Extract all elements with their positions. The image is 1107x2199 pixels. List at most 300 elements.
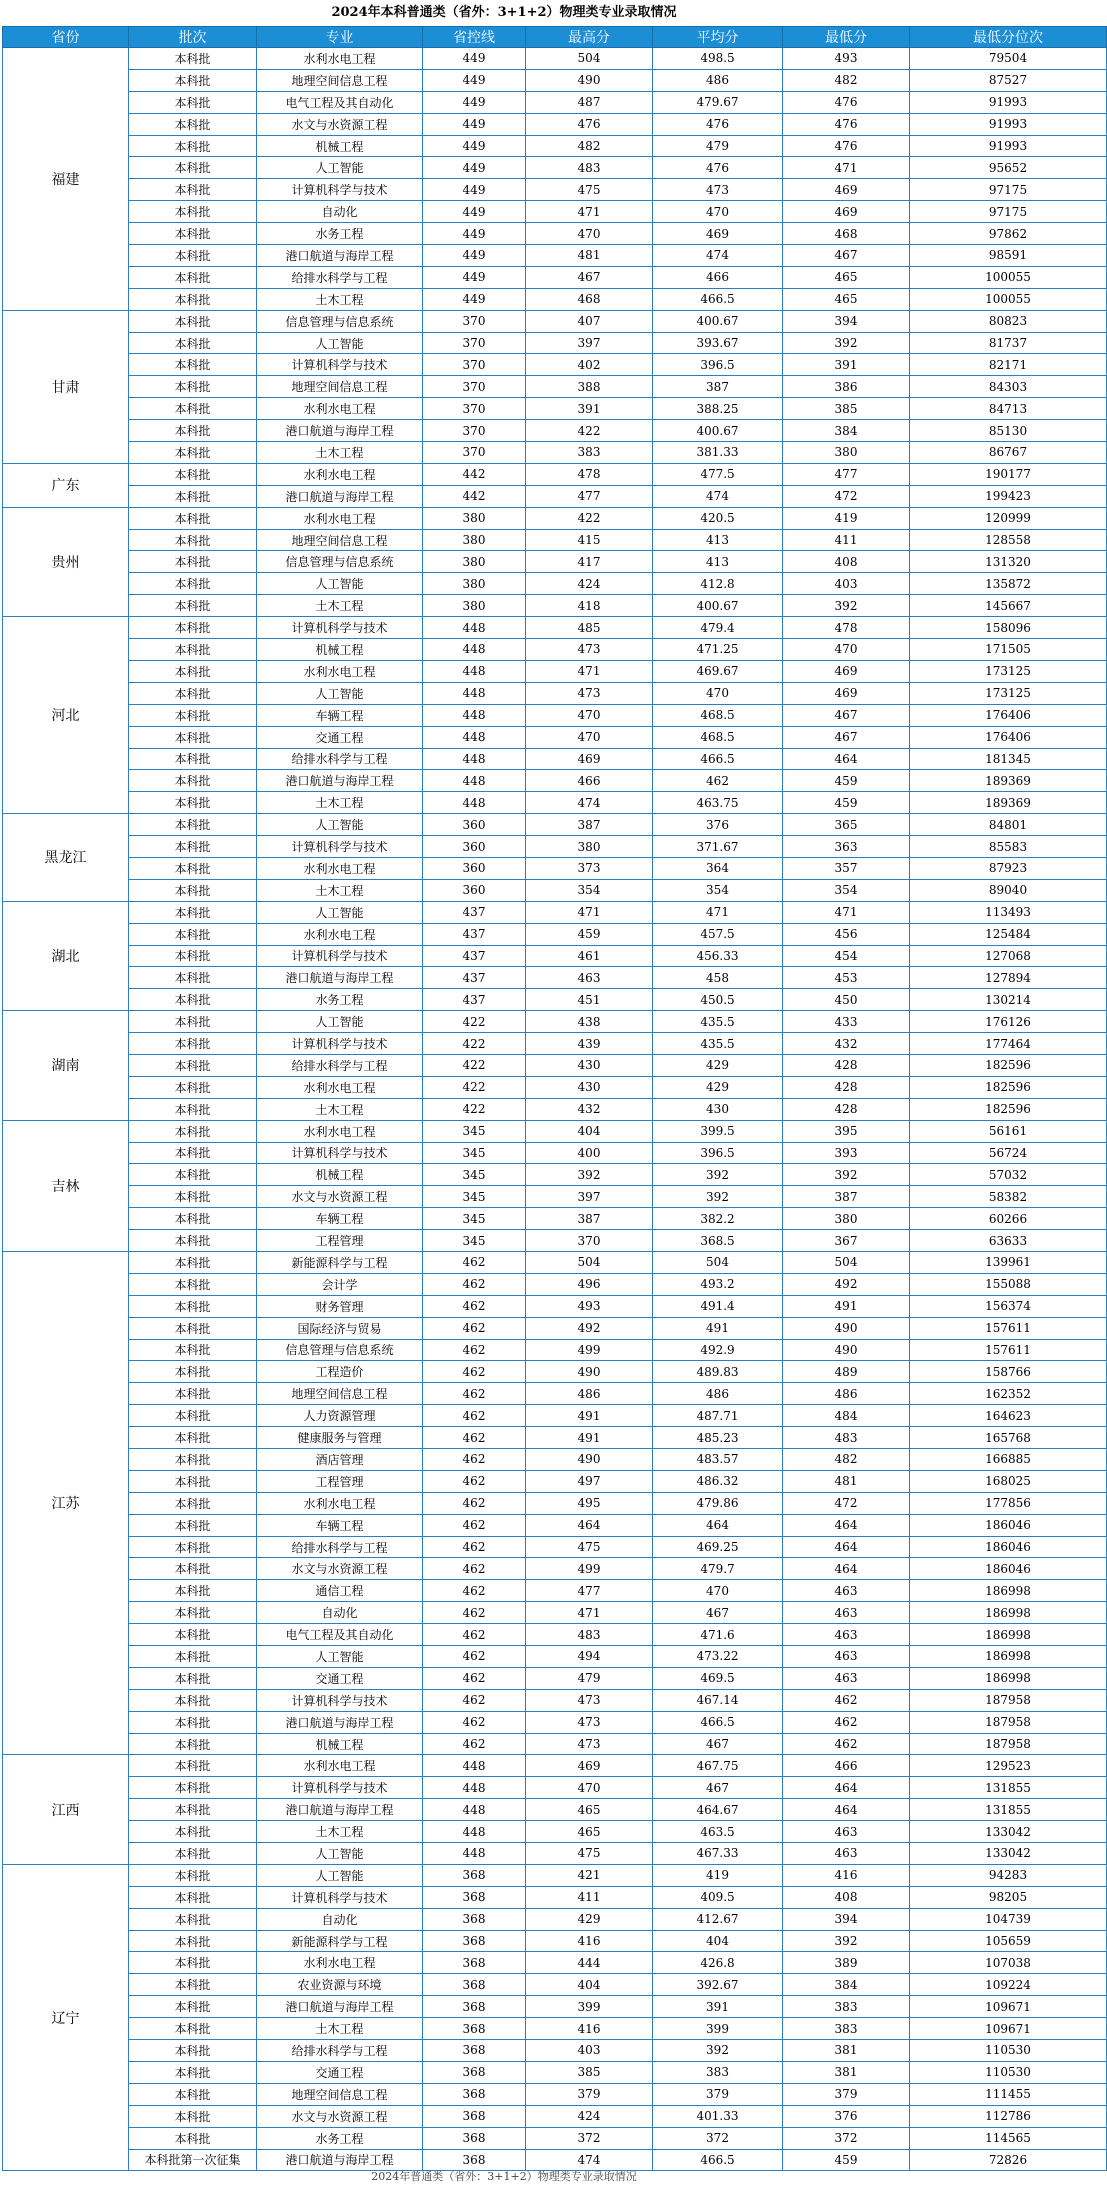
avg-score-cell: 468.5 bbox=[653, 726, 783, 748]
max-score-cell: 490 bbox=[526, 69, 653, 91]
min-score-cell: 384 bbox=[783, 1974, 910, 1996]
min-score-cell: 363 bbox=[783, 836, 910, 858]
control-line-cell: 449 bbox=[423, 179, 526, 201]
max-score-cell: 373 bbox=[526, 857, 653, 879]
avg-score-cell: 467.75 bbox=[653, 1755, 783, 1777]
major-cell: 土木工程 bbox=[257, 1098, 423, 1120]
batch-cell: 本科批 bbox=[129, 1120, 257, 1142]
min-rank-cell: 87923 bbox=[910, 857, 1107, 879]
max-score-cell: 473 bbox=[526, 639, 653, 661]
min-score-cell: 467 bbox=[783, 245, 910, 267]
min-rank-cell: 63633 bbox=[910, 1230, 1107, 1252]
batch-cell: 本科批 bbox=[129, 1952, 257, 1974]
table-row bbox=[3, 967, 1107, 989]
table-row bbox=[3, 485, 1107, 507]
control-line-cell: 448 bbox=[423, 704, 526, 726]
batch-cell: 本科批 bbox=[129, 1449, 257, 1471]
major-cell: 水务工程 bbox=[257, 2127, 423, 2149]
control-line-cell: 368 bbox=[423, 2149, 526, 2171]
max-score-cell: 504 bbox=[526, 1251, 653, 1273]
min-rank-cell: 182596 bbox=[910, 1054, 1107, 1076]
avg-score-cell: 396.5 bbox=[653, 354, 783, 376]
province-cell: 广东 bbox=[3, 463, 129, 507]
table-row bbox=[3, 682, 1107, 704]
min-rank-cell: 187958 bbox=[910, 1689, 1107, 1711]
avg-score-cell: 473.22 bbox=[653, 1646, 783, 1668]
avg-score-cell: 466.5 bbox=[653, 748, 783, 770]
max-score-cell: 467 bbox=[526, 266, 653, 288]
min-rank-cell: 176406 bbox=[910, 704, 1107, 726]
avg-score-cell: 435.5 bbox=[653, 1011, 783, 1033]
table-row bbox=[3, 2018, 1107, 2040]
major-cell: 土木工程 bbox=[257, 595, 423, 617]
avg-score-cell: 467 bbox=[653, 1733, 783, 1755]
batch-cell: 本科批 bbox=[129, 1689, 257, 1711]
control-line-cell: 345 bbox=[423, 1230, 526, 1252]
max-score-cell: 430 bbox=[526, 1076, 653, 1098]
table-row bbox=[3, 310, 1107, 332]
batch-cell: 本科批 bbox=[129, 157, 257, 179]
control-line-cell: 360 bbox=[423, 857, 526, 879]
min-score-cell: 462 bbox=[783, 1689, 910, 1711]
batch-cell: 本科批 bbox=[129, 639, 257, 661]
major-cell: 港口航道与海岸工程 bbox=[257, 2149, 423, 2171]
min-rank-cell: 131320 bbox=[910, 551, 1107, 573]
control-line-cell: 437 bbox=[423, 989, 526, 1011]
table-row bbox=[3, 1558, 1107, 1580]
major-cell: 酒店管理 bbox=[257, 1449, 423, 1471]
table-row bbox=[3, 1536, 1107, 1558]
major-cell: 机械工程 bbox=[257, 1733, 423, 1755]
control-line-cell: 360 bbox=[423, 836, 526, 858]
table-row bbox=[3, 879, 1107, 901]
control-line-cell: 462 bbox=[423, 1383, 526, 1405]
min-rank-cell: 186998 bbox=[910, 1646, 1107, 1668]
batch-cell: 本科批 bbox=[129, 923, 257, 945]
table-row bbox=[3, 1164, 1107, 1186]
min-score-cell: 428 bbox=[783, 1098, 910, 1120]
table-row bbox=[3, 923, 1107, 945]
major-cell: 港口航道与海岸工程 bbox=[257, 1799, 423, 1821]
batch-cell: 本科批 bbox=[129, 1755, 257, 1777]
min-score-cell: 367 bbox=[783, 1230, 910, 1252]
batch-cell: 本科批 bbox=[129, 2105, 257, 2127]
control-line-cell: 462 bbox=[423, 1602, 526, 1624]
avg-score-cell: 399.5 bbox=[653, 1120, 783, 1142]
min-rank-cell: 85130 bbox=[910, 420, 1107, 442]
min-rank-cell: 131855 bbox=[910, 1777, 1107, 1799]
min-score-cell: 459 bbox=[783, 770, 910, 792]
table-row bbox=[3, 245, 1107, 267]
avg-score-cell: 469 bbox=[653, 223, 783, 245]
min-rank-cell: 82171 bbox=[910, 354, 1107, 376]
avg-score-cell: 412.67 bbox=[653, 1908, 783, 1930]
min-score-cell: 464 bbox=[783, 1777, 910, 1799]
control-line-cell: 368 bbox=[423, 1930, 526, 1952]
major-cell: 会计学 bbox=[257, 1273, 423, 1295]
control-line-cell: 448 bbox=[423, 682, 526, 704]
major-cell: 水文与水资源工程 bbox=[257, 1186, 423, 1208]
min-rank-cell: 129523 bbox=[910, 1755, 1107, 1777]
avg-score-cell: 400.67 bbox=[653, 310, 783, 332]
control-line-cell: 345 bbox=[423, 1208, 526, 1230]
major-cell: 计算机科学与技术 bbox=[257, 836, 423, 858]
control-line-cell: 422 bbox=[423, 1033, 526, 1055]
batch-cell: 本科批 bbox=[129, 1930, 257, 1952]
min-score-cell: 416 bbox=[783, 1864, 910, 1886]
max-score-cell: 424 bbox=[526, 573, 653, 595]
control-line-cell: 449 bbox=[423, 245, 526, 267]
table-row bbox=[3, 1405, 1107, 1427]
major-cell: 电气工程及其自动化 bbox=[257, 91, 423, 113]
control-line-cell: 442 bbox=[423, 485, 526, 507]
major-cell: 水利水电工程 bbox=[257, 1755, 423, 1777]
min-score-cell: 467 bbox=[783, 726, 910, 748]
control-line-cell: 462 bbox=[423, 1711, 526, 1733]
max-score-cell: 496 bbox=[526, 1273, 653, 1295]
min-rank-cell: 84713 bbox=[910, 398, 1107, 420]
avg-score-cell: 412.8 bbox=[653, 573, 783, 595]
control-line-cell: 462 bbox=[423, 1251, 526, 1273]
min-rank-cell: 85583 bbox=[910, 836, 1107, 858]
max-score-cell: 451 bbox=[526, 989, 653, 1011]
min-rank-cell: 100055 bbox=[910, 266, 1107, 288]
major-cell: 信息管理与信息系统 bbox=[257, 1339, 423, 1361]
major-cell: 电气工程及其自动化 bbox=[257, 1624, 423, 1646]
max-score-cell: 387 bbox=[526, 1208, 653, 1230]
major-cell: 机械工程 bbox=[257, 1164, 423, 1186]
min-score-cell: 466 bbox=[783, 1755, 910, 1777]
control-line-cell: 380 bbox=[423, 507, 526, 529]
major-cell: 自动化 bbox=[257, 1908, 423, 1930]
batch-cell: 本科批 bbox=[129, 1492, 257, 1514]
min-score-cell: 392 bbox=[783, 332, 910, 354]
batch-cell: 本科批 bbox=[129, 179, 257, 201]
control-line-cell: 345 bbox=[423, 1186, 526, 1208]
batch-cell: 本科批 bbox=[129, 398, 257, 420]
table-row bbox=[3, 726, 1107, 748]
batch-cell: 本科批 bbox=[129, 1711, 257, 1733]
table-row bbox=[3, 1821, 1107, 1843]
max-score-cell: 418 bbox=[526, 595, 653, 617]
min-score-cell: 428 bbox=[783, 1054, 910, 1076]
avg-score-cell: 491 bbox=[653, 1317, 783, 1339]
control-line-cell: 462 bbox=[423, 1558, 526, 1580]
max-score-cell: 471 bbox=[526, 1602, 653, 1624]
avg-score-cell: 393.67 bbox=[653, 332, 783, 354]
table-row bbox=[3, 376, 1107, 398]
major-cell: 车辆工程 bbox=[257, 704, 423, 726]
min-rank-cell: 186998 bbox=[910, 1580, 1107, 1602]
control-line-cell: 368 bbox=[423, 1996, 526, 2018]
avg-score-cell: 486.32 bbox=[653, 1470, 783, 1492]
major-cell: 水利水电工程 bbox=[257, 48, 423, 70]
min-rank-cell: 187958 bbox=[910, 1711, 1107, 1733]
major-cell: 给排水科学与工程 bbox=[257, 748, 423, 770]
min-rank-cell: 166885 bbox=[910, 1449, 1107, 1471]
major-cell: 地理空间信息工程 bbox=[257, 2083, 423, 2105]
min-score-cell: 428 bbox=[783, 1076, 910, 1098]
min-rank-cell: 98591 bbox=[910, 245, 1107, 267]
max-score-cell: 397 bbox=[526, 332, 653, 354]
table-row bbox=[3, 201, 1107, 223]
min-score-cell: 372 bbox=[783, 2127, 910, 2149]
avg-score-cell: 399 bbox=[653, 2018, 783, 2040]
min-rank-cell: 177464 bbox=[910, 1033, 1107, 1055]
avg-score-cell: 392 bbox=[653, 1186, 783, 1208]
min-score-cell: 463 bbox=[783, 1843, 910, 1865]
control-line-cell: 449 bbox=[423, 69, 526, 91]
avg-score-cell: 387 bbox=[653, 376, 783, 398]
min-rank-cell: 80823 bbox=[910, 310, 1107, 332]
control-line-cell: 449 bbox=[423, 113, 526, 135]
max-score-cell: 439 bbox=[526, 1033, 653, 1055]
min-score-cell: 464 bbox=[783, 748, 910, 770]
min-score-cell: 465 bbox=[783, 288, 910, 310]
table-row bbox=[3, 1646, 1107, 1668]
batch-cell: 本科批 bbox=[129, 857, 257, 879]
min-rank-cell: 72826 bbox=[910, 2149, 1107, 2171]
batch-cell: 本科批 bbox=[129, 1208, 257, 1230]
min-score-cell: 464 bbox=[783, 1558, 910, 1580]
avg-score-cell: 474 bbox=[653, 485, 783, 507]
table-row bbox=[3, 2127, 1107, 2149]
avg-score-cell: 391 bbox=[653, 1996, 783, 2018]
major-cell: 健康服务与管理 bbox=[257, 1427, 423, 1449]
control-line-cell: 368 bbox=[423, 1886, 526, 1908]
major-cell: 工程造价 bbox=[257, 1361, 423, 1383]
min-score-cell: 493 bbox=[783, 48, 910, 70]
major-cell: 工程管理 bbox=[257, 1470, 423, 1492]
min-rank-cell: 158766 bbox=[910, 1361, 1107, 1383]
min-score-cell: 463 bbox=[783, 1602, 910, 1624]
min-rank-cell: 105659 bbox=[910, 1930, 1107, 1952]
batch-cell: 本科批 bbox=[129, 1799, 257, 1821]
min-score-cell: 381 bbox=[783, 2040, 910, 2062]
min-score-cell: 468 bbox=[783, 223, 910, 245]
table-row bbox=[3, 1777, 1107, 1799]
max-score-cell: 417 bbox=[526, 551, 653, 573]
max-score-cell: 473 bbox=[526, 1711, 653, 1733]
control-line-cell: 449 bbox=[423, 48, 526, 70]
table-row bbox=[3, 814, 1107, 836]
min-rank-cell: 131855 bbox=[910, 1799, 1107, 1821]
batch-cell: 本科批 bbox=[129, 682, 257, 704]
table-row bbox=[3, 945, 1107, 967]
max-score-cell: 465 bbox=[526, 1799, 653, 1821]
min-score-cell: 395 bbox=[783, 1120, 910, 1142]
major-cell: 计算机科学与技术 bbox=[257, 1777, 423, 1799]
province-cell: 江苏 bbox=[3, 1251, 129, 1754]
min-score-cell: 392 bbox=[783, 595, 910, 617]
max-score-cell: 486 bbox=[526, 1383, 653, 1405]
avg-score-cell: 470 bbox=[653, 1580, 783, 1602]
batch-cell: 本科批 bbox=[129, 1339, 257, 1361]
table-row bbox=[3, 704, 1107, 726]
major-cell: 车辆工程 bbox=[257, 1208, 423, 1230]
table-row bbox=[3, 1602, 1107, 1624]
batch-cell: 本科批 bbox=[129, 770, 257, 792]
province-cell: 贵州 bbox=[3, 507, 129, 616]
min-rank-cell: 165768 bbox=[910, 1427, 1107, 1449]
major-cell: 港口航道与海岸工程 bbox=[257, 485, 423, 507]
min-rank-cell: 130214 bbox=[910, 989, 1107, 1011]
max-score-cell: 370 bbox=[526, 1230, 653, 1252]
control-line-cell: 462 bbox=[423, 1449, 526, 1471]
batch-cell: 本科批 bbox=[129, 595, 257, 617]
major-cell: 水利水电工程 bbox=[257, 398, 423, 420]
batch-cell: 本科批 bbox=[129, 1996, 257, 2018]
min-score-cell: 454 bbox=[783, 945, 910, 967]
max-score-cell: 478 bbox=[526, 463, 653, 485]
major-cell: 土木工程 bbox=[257, 792, 423, 814]
min-score-cell: 467 bbox=[783, 704, 910, 726]
min-rank-cell: 199423 bbox=[910, 485, 1107, 507]
max-score-cell: 470 bbox=[526, 726, 653, 748]
table-row bbox=[3, 857, 1107, 879]
major-cell: 人工智能 bbox=[257, 814, 423, 836]
table-body bbox=[3, 48, 1107, 2171]
min-rank-cell: 104739 bbox=[910, 1908, 1107, 1930]
major-cell: 信息管理与信息系统 bbox=[257, 310, 423, 332]
min-score-cell: 459 bbox=[783, 792, 910, 814]
header-province: 省份 bbox=[3, 27, 129, 48]
major-cell: 交通工程 bbox=[257, 726, 423, 748]
batch-cell: 本科批 bbox=[129, 69, 257, 91]
batch-cell: 本科批 bbox=[129, 2061, 257, 2083]
control-line-cell: 368 bbox=[423, 2127, 526, 2149]
control-line-cell: 448 bbox=[423, 726, 526, 748]
table-row bbox=[3, 1339, 1107, 1361]
control-line-cell: 422 bbox=[423, 1054, 526, 1076]
table-row bbox=[3, 1098, 1107, 1120]
max-score-cell: 438 bbox=[526, 1011, 653, 1033]
control-line-cell: 448 bbox=[423, 1777, 526, 1799]
control-line-cell: 462 bbox=[423, 1295, 526, 1317]
max-score-cell: 422 bbox=[526, 507, 653, 529]
header-avg-score: 平均分 bbox=[653, 27, 783, 48]
avg-score-cell: 400.67 bbox=[653, 595, 783, 617]
max-score-cell: 464 bbox=[526, 1514, 653, 1536]
max-score-cell: 429 bbox=[526, 1908, 653, 1930]
min-score-cell: 383 bbox=[783, 1996, 910, 2018]
max-score-cell: 475 bbox=[526, 179, 653, 201]
control-line-cell: 448 bbox=[423, 617, 526, 639]
avg-score-cell: 486 bbox=[653, 1383, 783, 1405]
table-row bbox=[3, 398, 1107, 420]
batch-cell: 本科批 bbox=[129, 1843, 257, 1865]
min-rank-cell: 189369 bbox=[910, 792, 1107, 814]
max-score-cell: 387 bbox=[526, 814, 653, 836]
page-footer: 2024年普通类（省外：3+1+2）物理类专业录取情况 bbox=[371, 2170, 637, 2184]
min-rank-cell: 110530 bbox=[910, 2061, 1107, 2083]
avg-score-cell: 450.5 bbox=[653, 989, 783, 1011]
control-line-cell: 437 bbox=[423, 901, 526, 923]
major-cell: 计算机科学与技术 bbox=[257, 617, 423, 639]
max-score-cell: 470 bbox=[526, 704, 653, 726]
table-row bbox=[3, 989, 1107, 1011]
major-cell: 计算机科学与技术 bbox=[257, 1033, 423, 1055]
table-row bbox=[3, 1974, 1107, 1996]
min-score-cell: 411 bbox=[783, 529, 910, 551]
min-score-cell: 379 bbox=[783, 2083, 910, 2105]
major-cell: 计算机科学与技术 bbox=[257, 179, 423, 201]
avg-score-cell: 409.5 bbox=[653, 1886, 783, 1908]
header-min-rank: 最低分位次 bbox=[910, 27, 1107, 48]
batch-cell: 本科批 bbox=[129, 617, 257, 639]
min-rank-cell: 125484 bbox=[910, 923, 1107, 945]
major-cell: 人工智能 bbox=[257, 901, 423, 923]
max-score-cell: 471 bbox=[526, 660, 653, 682]
min-rank-cell: 98205 bbox=[910, 1886, 1107, 1908]
control-line-cell: 370 bbox=[423, 354, 526, 376]
major-cell: 水利水电工程 bbox=[257, 1076, 423, 1098]
min-score-cell: 504 bbox=[783, 1251, 910, 1273]
batch-cell: 本科批 bbox=[129, 2127, 257, 2149]
table-row bbox=[3, 1208, 1107, 1230]
min-score-cell: 482 bbox=[783, 1449, 910, 1471]
control-line-cell: 370 bbox=[423, 376, 526, 398]
major-cell: 新能源科学与工程 bbox=[257, 1930, 423, 1952]
major-cell: 人工智能 bbox=[257, 1843, 423, 1865]
max-score-cell: 474 bbox=[526, 792, 653, 814]
max-score-cell: 400 bbox=[526, 1142, 653, 1164]
table-row bbox=[3, 770, 1107, 792]
batch-cell: 本科批 bbox=[129, 1602, 257, 1624]
min-rank-cell: 190177 bbox=[910, 463, 1107, 485]
avg-score-cell: 435.5 bbox=[653, 1033, 783, 1055]
min-score-cell: 432 bbox=[783, 1033, 910, 1055]
avg-score-cell: 368.5 bbox=[653, 1230, 783, 1252]
avg-score-cell: 413 bbox=[653, 529, 783, 551]
min-rank-cell: 107038 bbox=[910, 1952, 1107, 1974]
batch-cell: 本科批 bbox=[129, 1821, 257, 1843]
avg-score-cell: 430 bbox=[653, 1098, 783, 1120]
control-line-cell: 448 bbox=[423, 1821, 526, 1843]
control-line-cell: 462 bbox=[423, 1317, 526, 1339]
min-rank-cell: 87527 bbox=[910, 69, 1107, 91]
major-cell: 人力资源管理 bbox=[257, 1405, 423, 1427]
min-rank-cell: 164623 bbox=[910, 1405, 1107, 1427]
batch-cell: 本科批 bbox=[129, 1624, 257, 1646]
major-cell: 水文与水资源工程 bbox=[257, 2105, 423, 2127]
table-row bbox=[3, 2149, 1107, 2171]
batch-cell: 本科批 bbox=[129, 354, 257, 376]
major-cell: 港口航道与海岸工程 bbox=[257, 245, 423, 267]
min-rank-cell: 84801 bbox=[910, 814, 1107, 836]
max-score-cell: 444 bbox=[526, 1952, 653, 1974]
control-line-cell: 368 bbox=[423, 2061, 526, 2083]
major-cell: 土木工程 bbox=[257, 2018, 423, 2040]
avg-score-cell: 474 bbox=[653, 245, 783, 267]
control-line-cell: 370 bbox=[423, 420, 526, 442]
min-score-cell: 463 bbox=[783, 1667, 910, 1689]
batch-cell: 本科批 bbox=[129, 442, 257, 464]
max-score-cell: 421 bbox=[526, 1864, 653, 1886]
max-score-cell: 416 bbox=[526, 1930, 653, 1952]
max-score-cell: 402 bbox=[526, 354, 653, 376]
min-rank-cell: 186046 bbox=[910, 1514, 1107, 1536]
avg-score-cell: 392 bbox=[653, 2040, 783, 2062]
control-line-cell: 368 bbox=[423, 1908, 526, 1930]
major-cell: 给排水科学与工程 bbox=[257, 1536, 423, 1558]
major-cell: 计算机科学与技术 bbox=[257, 1142, 423, 1164]
min-score-cell: 462 bbox=[783, 1711, 910, 1733]
max-score-cell: 372 bbox=[526, 2127, 653, 2149]
control-line-cell: 448 bbox=[423, 1843, 526, 1865]
table-row bbox=[3, 1120, 1107, 1142]
table-row bbox=[3, 1317, 1107, 1339]
